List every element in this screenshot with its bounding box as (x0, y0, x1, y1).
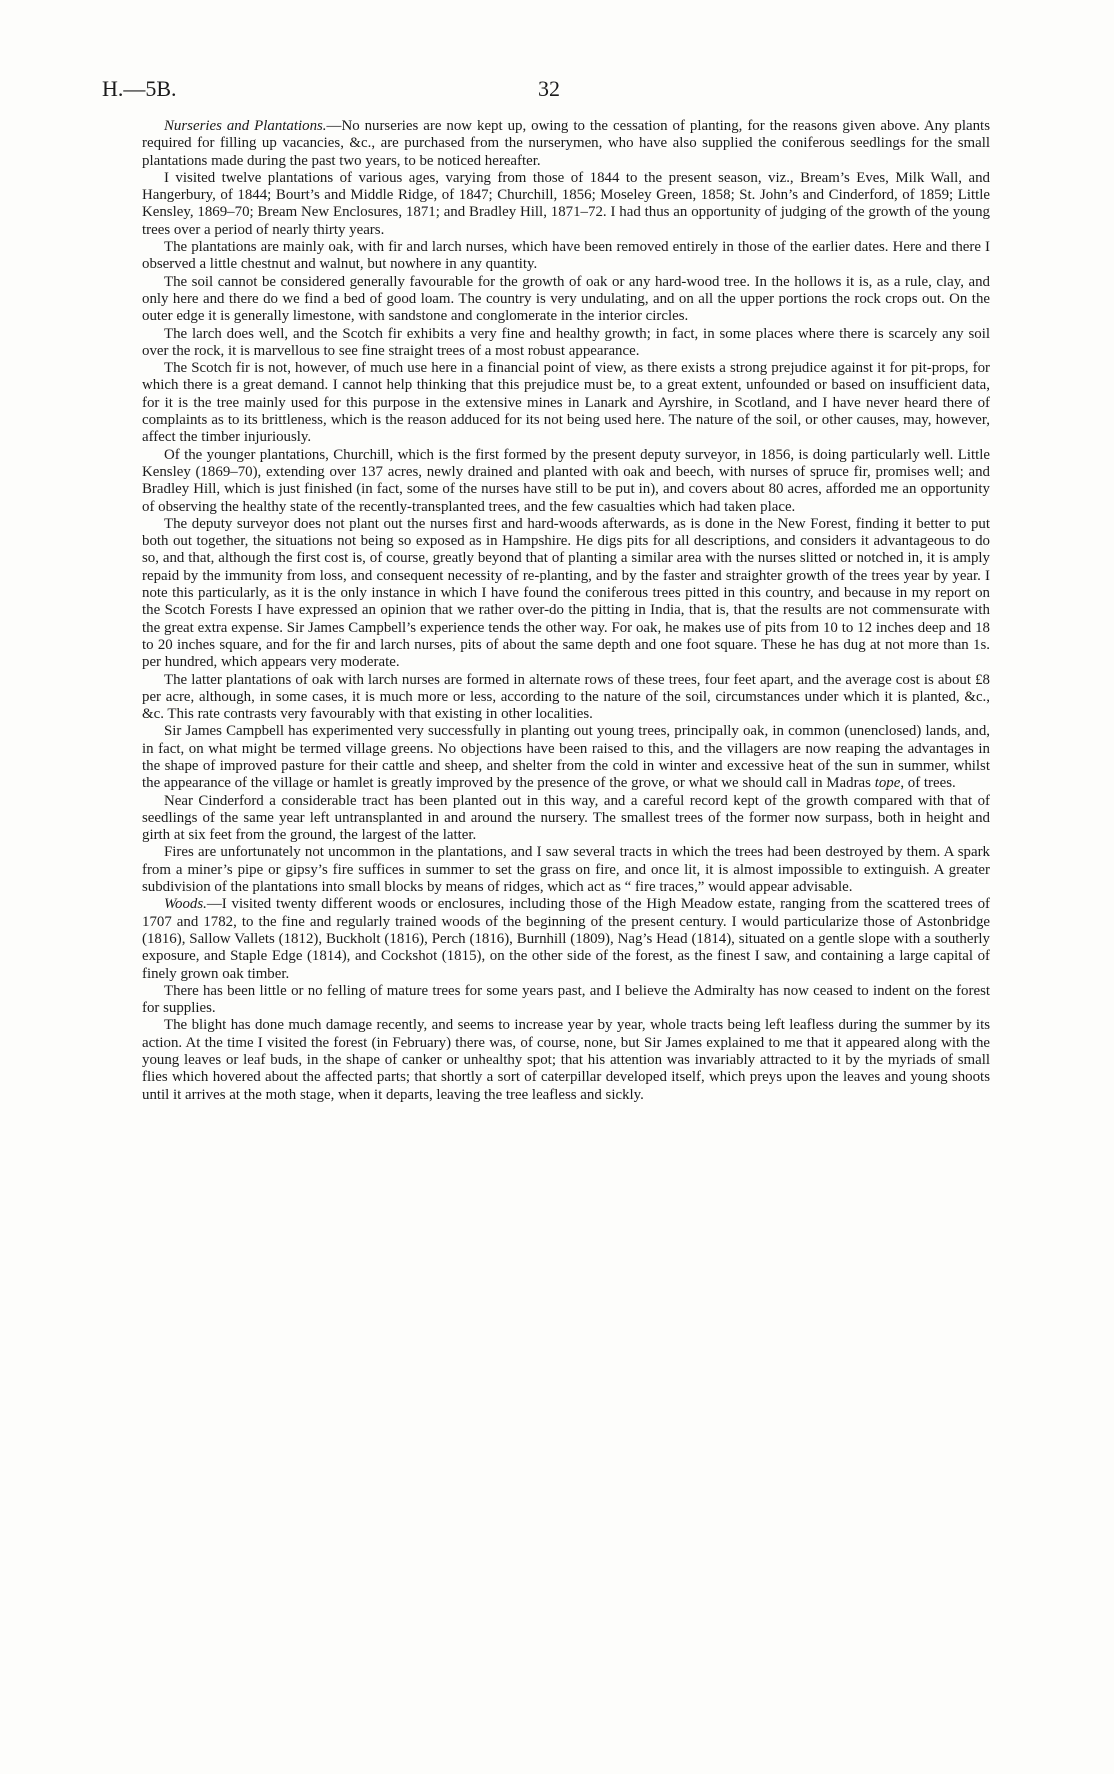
paragraph (142, 516, 990, 672)
page-number: 32 (538, 76, 560, 101)
paragraph-woods (142, 896, 990, 982)
paragraph-text: The deputy surveyor does not plant out the nurses first and hard-woods afterwards, as is done in the New Forest, finding it better to put both out together, the situations not being so exposed as in Hampshire. He digs pits for all descriptions, and considers it advantageous to do so, and that, although the first cost is, of course, greatly beyond that of planting a similar area with the nurses slitted or notched in, it is amply repaid by the immunity from loss, and consequent necessity of re-planting, and by the faster and straighter growth of the trees year by year. I note this particularly, as it is the only instance in which I have found the coniferous trees pitted in this country, and because in my report on the Scotch Forests I have expressed an opinion that we rather over-do the pitting in India, that is, that the results are not commensurate with the great extra expense. Sir James Campbell’s experience tends the other way. For oak, he makes use of pits from 10 to 12 inches deep and 18 to 20 inches square, and for the fir and larch nurses, pits of about the same depth and one foot square. These he has dug at not more than 1s. per hundred, which appears very moderate. (142, 515, 990, 671)
paragraph-text: There has been little or no felling of mature trees for some years past, and I believe the Admiralty has now ceased to indent on the forest for supplies. (142, 982, 990, 1017)
paragraph (142, 360, 990, 446)
paragraph-text: —I visited twenty different woods or enclosures, including those of the High Meadow estate, ranging from the scattered trees of 1707 and 1782, to the fine and regularly trained woods of the beginning of the present century. I would particularize those of Astonbridge (1816), Sallow Vallets (1812), Buckholt (1816), Perch (1816), Burnhill (1809), Nag’s Head (1814), situated on a gentle slope with a southerly exposure, and Staple Edge (1814), and Cockshot (1815), on the other side of the forest, as the finest I saw, and containing a large capital of finely grown oak timber. (142, 896, 990, 982)
paragraph-text: Sir James Campbell has experimented very successfully in planting out young trees, principally oak, in common (unenclosed) lands, and, in fact, on what might be termed village greens. No objections have been raised to this, and the villagers are now reaping the advantages in the shape of improved pasture for their cattle and sheep, and shelter from the cold in winter and excessive heat of the sun in summer, whilst the appearance of the village or hamlet is greatly improved by the presence of the grove, or what we should call in Madras tope, of trees. (142, 723, 990, 792)
paragraph-nurseries (142, 118, 990, 170)
paragraph (142, 793, 990, 845)
paragraph-text: I visited twelve plantations of various ages, varying from those of 1844 to the present season, viz., Bream’s Eves, Milk Wall, and Hangerbury, of 1844; Bourt’s and Middle Ridge, of 1847; Churchill, 1856; Moseley Green, 1858; St. John’s and Cinderford, of 1859; Little Kensley, 1869–70; Bream New Enclosures, 1871; and Bradley Hill, 1871–72. I had thus an opportunity of judging of the growth of the young trees over a period of nearly thirty years. (142, 169, 990, 238)
paragraph-text: The Scotch fir is not, however, of much use here in a financial point of view, as there exists a strong prejudice against it for pit-props, for which there is a great demand. I cannot help thinking that this prejudice must be, to a great extent, unfounded or based on insufficient data, for it is the tree mainly used for this purpose in the extensive mines in Lanark and Ayrshire, in Scotland, and I have never heard there of complaints as to its brittleness, which is the reason adduced for its not being used here. The nature of the soil, or other causes, may, however, affect the timber injuriously. (142, 360, 990, 446)
paragraph (142, 983, 990, 1018)
paragraph (142, 239, 990, 274)
paragraph-text: Fires are unfortunately not uncommon in the plantations, and I saw several tracts in which the trees had been destroyed by them. A spark from a miner’s pipe or gipsy’s fire suffices in summer to set the grass on fire, and once lit, it is almost impossible to extinguish. A greater subdivision of the plantations into small blocks by means of ridges, which act as “ fire traces,” would appear advisable. (142, 844, 990, 896)
section-heading-nurseries: Nurseries and Plantations. (164, 118, 327, 134)
paragraph (142, 672, 990, 724)
page-header (102, 76, 994, 106)
paragraph-text: The larch does well, and the Scotch fir exhibits a very fine and healthy growth; in fact, in some places where there is scarcely any soil over the rock, it is marvellous to see fine straight trees of a most robust appearance. (142, 325, 990, 359)
paragraph-text: The plantations are mainly oak, with fir and larch nurses, which have been removed entirely in those of the earlier dates. Here and there I observed a little chestnut and walnut, but nowhere in any quantity. (142, 239, 990, 273)
paragraph (142, 844, 990, 896)
italic-term: tope (874, 775, 901, 792)
paragraph (142, 274, 990, 326)
paragraph-text: —No nurseries are now kept up, owing to the cessation of planting, for the reasons given above. Any plants required for filling up vacancies, &c., are purchased from the nurserymen, who have also supplied the coniferous seedlings for the small plantations made during the past two years, to be noticed hereafter. (142, 118, 990, 169)
paragraph (142, 447, 990, 516)
paragraph (142, 326, 990, 361)
section-heading-woods: Woods. (164, 896, 207, 913)
body-text (142, 118, 990, 1104)
paragraph-text: The soil cannot be considered generally favourable for the growth of oak or any hard-wood tree. In the hollows it is, as a rule, clay, and only here and there do we find a bed of good loam. The country is very undulating, and on all the upper portions the rock crops out. On the outer edge it is generally limestone, with sandstone and conglomerate in the interior circles. (142, 273, 990, 325)
paragraph (142, 1017, 990, 1103)
document-code: H.—5B. (102, 76, 177, 101)
paragraph-text: The blight has done much damage recently, and seems to increase year by year, whole tracts being left leafless during the summer by its action. At the time I visited the forest (in February) there was, of course, none, but Sir James explained to me that it appeared along with the young leaves or leaf buds, in the shape of canker or unhealthy spot; that his attention was invariably attracted to it by the myriads of small flies which hovered about the affected parts; that shortly a sort of caterpillar developed itself, which preys upon the leaves and young shoots until it arrives at the moth stage, when it departs, leaving the tree leafless and sickly. (142, 1017, 990, 1103)
paragraph-text: The latter plantations of oak with larch nurses are formed in alternate rows of these trees, four feet apart, and the average cost is about £8 per acre, although, in some cases, it is much more or less, according to the nature of the soil, circumstances under which it is planted, &c., &c. This rate contrasts very favourably with that existing in other localities. (142, 671, 990, 723)
paragraph-text: Near Cinderford a considerable tract has been planted out in this way, and a careful record kept of the growth compared with that of seedlings of the same year left untransplanted in and around the nursery. The smallest trees of the former now surpass, both in height and girth at six feet from the ground, the largest of the latter. (142, 792, 990, 844)
paragraph-text: Of the younger plantations, Churchill, which is the first formed by the present deputy surveyor, in 1856, is doing particularly well. Little Kensley (1869–70), extending over 137 acres, newly drained and planted with oak and beech, with nurses of spruce fir, promises well; and Bradley Hill, which is just finished (in fact, some of the nurses have still to be put in), and covers about 80 acres, afforded me an opportunity of observing the healthy state of the recently-transplanted trees, and the few casualties which had taken place. (142, 446, 990, 515)
paragraph (142, 170, 990, 239)
paragraph (142, 723, 990, 792)
